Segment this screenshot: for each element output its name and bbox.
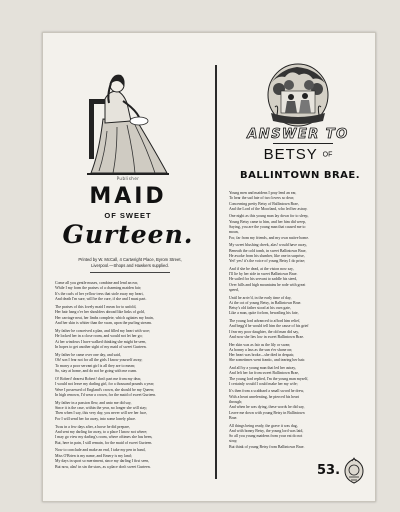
stanza: [229, 267, 375, 293]
verse-line: Her hair hang o'er her shoulders abroad like links of gold,: [55, 310, 145, 315]
verse-line: And when he was dying, these words he did say,: [229, 405, 305, 410]
verse-line: And all by a young man that led her astray,: [229, 365, 296, 370]
verse-line: Twas in a few days after, a horse he did prepare,: [55, 424, 130, 429]
song-title-gurteen: Gurteen.: [62, 220, 194, 249]
verse-line: So, stay at home, and do not be going with me roam.: [55, 368, 138, 373]
verse-line: I certainly would I could make her my wife;: [229, 381, 298, 386]
verse-line: Her skin was as fair as the lily or swan;: [229, 342, 291, 347]
verse-line: My father in a passion flew, and unto me did say,: [55, 400, 132, 405]
verse-line: It's then from a scabbard a small sword he drew,: [229, 389, 304, 394]
verse-line: moan,: [229, 230, 239, 235]
stanza: [55, 281, 209, 303]
verse-line: To marry a poor servant girl is all they are to mean;: [55, 363, 135, 368]
verse-line: I'll lie by her side in sweet Ballintown Brae.: [229, 272, 298, 277]
betsy-name: BETSY: [263, 146, 318, 163]
verse-line: speed,: [229, 287, 239, 292]
verse-line: She sometimes went frantic, and tearing her hair.: [229, 358, 306, 363]
verse-line: Young men and maidens I pray lend an ear,: [229, 191, 297, 195]
verse-line: And begg'd he would tell him the cause of his grief: [229, 324, 309, 329]
right-song-verses: [229, 191, 375, 452]
verse-line: Miss O'Brien is my name, and Emery is my land;: [55, 453, 132, 458]
verse-line: While I my form the praises of a charming maiden fair;: [55, 286, 142, 291]
left-song-verses: [55, 281, 209, 472]
verse-line: Saying, you are the young man that caused me to: [229, 225, 306, 230]
verse-line: But now, alas! in sin the stars, as a place don't sweet Gurteen.: [55, 464, 151, 469]
verse-line: And left her far from sweet Ballintown Brae,: [229, 371, 300, 376]
stanza: [229, 424, 375, 450]
verse-line: I would not leave my darling girl, for a thousand pounds a year;: [55, 382, 155, 387]
verse-line: He sailed for his servant to saddle his steed,: [229, 277, 298, 282]
verse-line: And if she be dead, at the vision now say,: [229, 266, 294, 271]
verse-line: Since it is the case, within the year, no longer she will stay;: [55, 406, 148, 411]
broadside-sheet: [42, 32, 376, 502]
verse-line: Betsy's old father stood at his own gate,: [229, 306, 291, 311]
song-title-maid: MAID: [89, 184, 167, 209]
verse-line: I may go view my darling's room, where oftimes she has been,: [55, 435, 153, 440]
verse-line: Concerning pretty Betsy of Ballintown Brae,: [229, 201, 299, 206]
stanza: [55, 329, 209, 351]
verse-line: Come all you gentle muses, combine and lend an ear,: [55, 281, 138, 285]
verse-line: But think of young Betsy from Ballintown Brae.: [229, 444, 305, 449]
verse-line: Then when I say, this very day, you never will see her face,: [55, 411, 148, 416]
verse-line: He awoke from his slumber, like one in surprise,: [229, 253, 305, 258]
stanza: [229, 191, 375, 212]
verse-line: The praises of this lovely maid I mean for to unfold,: [55, 304, 137, 309]
imprint-rule: [90, 272, 170, 273]
verse-line: My days in sport so merriment, since my darling I first seen,: [55, 459, 150, 464]
verse-line: My father he conceived a plan, and filled my heart with woe;: [55, 328, 151, 333]
verse-line: He locked her in a close room, and would not let her go;: [55, 334, 143, 339]
stanza: [55, 377, 209, 399]
verse-line: Like a man, quite forlorn, bewailing his fate,: [229, 311, 299, 316]
stanza: [229, 296, 375, 317]
verse-line: The young lord replied, I'm the young man myself,: [229, 376, 309, 381]
verse-line: Were I possessed of England's crown, she should be my Queen;: [55, 387, 155, 392]
verse-line: Over hills and high mountains he rode with great: [229, 282, 306, 287]
verse-line: My father he came over one day, and said,: [55, 352, 121, 357]
verse-line: One night as this young man lay down for to sleep,: [229, 214, 309, 219]
column-divider: [215, 65, 217, 479]
verse-line: Yet! yes! it's the voice of young Betsy I do prize;: [229, 259, 306, 264]
stanza: [229, 319, 375, 340]
seated-woman-woodcut-illustration: [83, 61, 171, 179]
verse-line: In hopes to get another sight of my maid of sweet Gurteen.: [55, 345, 147, 350]
illustration-caption: Publisher: [116, 176, 140, 181]
song-title-ballintown-brae: BALLINTOWN BRAE.: [239, 170, 361, 181]
stanza: [55, 305, 209, 327]
verse-line: So all you young maidens from your eat do not: [229, 434, 303, 439]
verse-line: At the cot of young Betsy, in Ballintown Brae.: [229, 300, 302, 305]
printer-imprint: [55, 257, 205, 273]
verse-line: And sent my darling far away, to a place I know not where;: [55, 429, 148, 434]
stanza: [55, 448, 209, 470]
stanza: [55, 353, 209, 375]
verse-line: To hear the sad fate of two lovers so dear;: [229, 196, 295, 201]
verse-line: through;: [229, 400, 243, 405]
verse-line: Her heart was broke—she died in despair,: [229, 353, 295, 358]
verse-line: And death I'm sure, will be the cure, if she and I must part.: [55, 297, 147, 302]
verse-line: For, far from my friends, and my own native home.: [229, 235, 310, 240]
printer-line-1: Printed by W. McCall, 4 Cartwright Place, Byrom Street,: [78, 257, 182, 262]
stanza: [229, 343, 375, 364]
song-title-of-sweet: OF SWEET: [104, 211, 152, 220]
verse-line: I fear my poor daughter, the old man did say,: [229, 329, 299, 334]
printer-line-2: Liverpool.—Shops and Hawkers supplied.: [91, 263, 169, 268]
verse-line: My sweet blushing cheek, alas! would have away,: [229, 243, 307, 248]
stanza: [229, 243, 375, 264]
verse-line: And the Lord of the Moorland, who led her astray.: [229, 206, 308, 211]
garden-scene-woodcut-illustration: [267, 63, 329, 127]
verse-line: All things being ready, the grave it was dug,: [229, 423, 298, 428]
of-word: OF: [322, 151, 333, 159]
verse-line: Leave me down with young Betsy in Ballintown: [229, 410, 305, 415]
verse-line: But, here in pain, I still remain, for the maid of sweet Gurteen.: [55, 440, 153, 445]
verse-line: It's the curls of her yellow tress that stole away my heart,: [55, 291, 144, 296]
verse-line: In high renown, I'd wear a crown, for the maid of sweet Gurteen.: [55, 392, 157, 397]
verse-line: As bonny a lass as the sun e'er shone on;: [229, 347, 293, 352]
verse-line: Oh! son I fear not for all the girls I know yourself away;: [55, 358, 143, 363]
song-title-betsy: [223, 146, 373, 163]
verse-line: Brae.: [229, 415, 238, 420]
verse-line: And her skin is whiter than the swan, upon the purling stream.: [55, 321, 152, 326]
verse-line: stray,: [229, 439, 238, 444]
verse-line: And with bonny Betsy, the young lord was laid,: [229, 428, 304, 433]
verse-line: Beneath the cold tomb, in sweet Ballintown Brae,: [229, 248, 307, 253]
verse-line: And now she lies low in sweet Ballintown Brae.: [229, 334, 305, 339]
verse-line: Now to conclude and make an end, I take my pen in hand,: [55, 448, 146, 453]
answer-to-heading: ANSWER TO: [247, 127, 349, 142]
stanza: [229, 214, 375, 240]
stanza: [229, 366, 375, 387]
sheet-number: 53.: [317, 463, 341, 478]
verse-line: Her carriage neat, her limbs complete, which agitates my brain,: [55, 315, 154, 320]
heading-rule: [273, 143, 333, 144]
publisher-crest-icon: [343, 457, 365, 485]
verse-line: For I will send her far away, into some lonely place.: [55, 416, 136, 421]
stanza: [55, 425, 209, 447]
verse-line: O! Robert! dearest Robert! don't part me from my dear,: [55, 376, 142, 381]
stanza: [229, 389, 375, 421]
verse-line: Young Betsy came to him, and her him did weep,: [229, 219, 306, 224]
verse-line: Until he arriv'd, in the early time of day,: [229, 295, 292, 300]
stanza: [55, 401, 209, 423]
verse-line: At her windows I have walked thinking she might be seen,: [55, 339, 147, 344]
verse-line: With a heart unrelenting, he pierced his heart: [229, 394, 300, 399]
verse-line: The young lord advanced to afford him relief,: [229, 319, 301, 324]
